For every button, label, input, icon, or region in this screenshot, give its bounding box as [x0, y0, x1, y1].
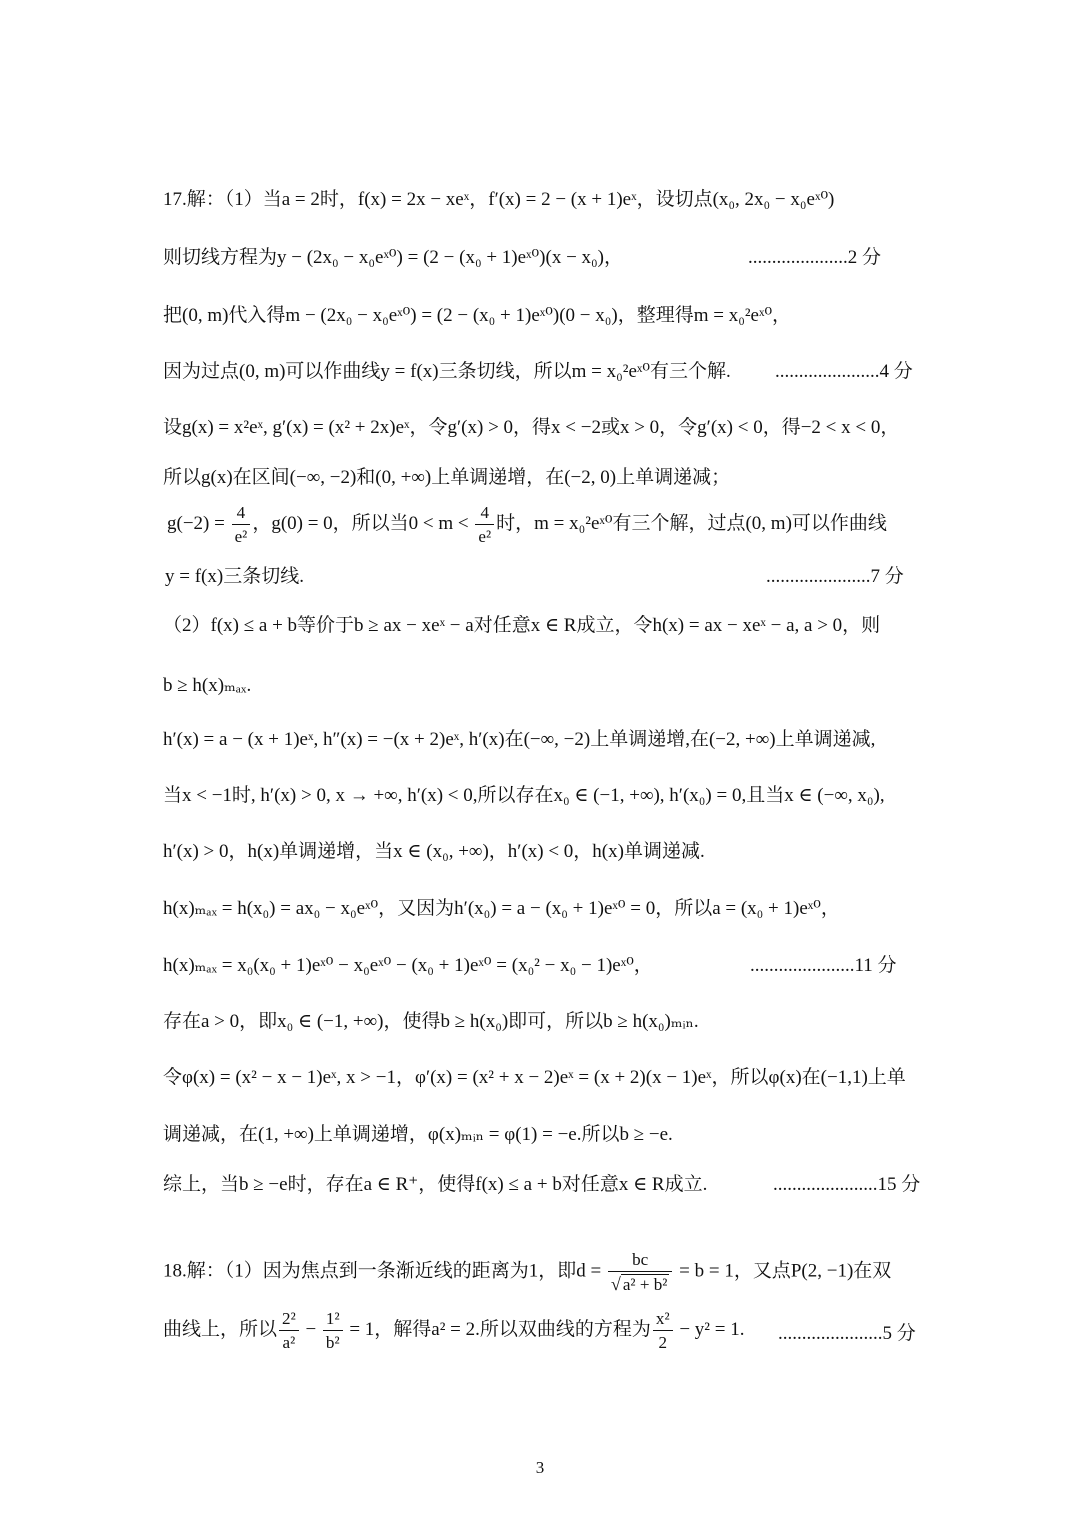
fraction-denominator: b²: [325, 1332, 340, 1352]
q18-line-2: [163, 1309, 773, 1352]
line-text: 时，m = x₀²eˣ⁰有三个解，过点(0, m)可以作曲线: [496, 513, 887, 535]
line-text: ，g(0) = 0，所以当0 < m <: [252, 513, 474, 535]
q17-line-7: [167, 503, 921, 546]
q17-line-8: [165, 565, 755, 589]
line-text: = 1，解得a² = 2.所以双曲线的方程为: [344, 1319, 651, 1341]
page-number: 3: [535, 1458, 545, 1477]
line-text: 18.解：（1）因为焦点到一条渐近线的距离为1，即d =: [163, 1260, 606, 1282]
score-mark: ......................15 分: [773, 1174, 921, 1195]
q17-line-14: [163, 897, 921, 921]
score-mark: ......................7 分: [766, 566, 904, 587]
q18-line-1: [163, 1250, 921, 1294]
line-text: 设g(x) = x²eˣ, g′(x) = (x² + 2x)eˣ，令g′(x) > 0，得x < −2或x > 0，令g′(x) < 0，得−2 < x < 0，: [163, 417, 900, 438]
line-text: g(−2) =: [167, 513, 230, 535]
line-text: h(x)ₘₐₓ = x₀(x₀ + 1)eˣ⁰ − x₀eˣ⁰ − (x₀ + 1)eˣ⁰ = (x₀² − x₀ − 1)eˣ⁰，: [163, 955, 653, 976]
q17-line-1: [163, 188, 921, 212]
q17-line-6: [163, 466, 921, 490]
fraction-denominator: a²: [282, 1332, 296, 1352]
line-text: 曲线上，所以: [163, 1319, 278, 1341]
fraction-denominator: 2: [658, 1332, 667, 1352]
line-text: 因为过点(0, m)可以作曲线y = f(x)三条切线，所以m = x₀²eˣ⁰有三个解.: [163, 361, 731, 382]
fraction: [232, 503, 251, 546]
fraction: [653, 1309, 673, 1352]
line-text: 综上，当b ≥ −e时，存在a ∈ R⁺，使得f(x) ≤ a + b对任意x ∈ R成立.: [163, 1174, 708, 1195]
score-mark: .....................2 分: [748, 247, 882, 268]
fraction-numerator: 4: [232, 503, 251, 525]
fraction-denominator: e²: [478, 526, 492, 546]
q17-line-12: [163, 784, 921, 808]
q17-line-9: [163, 614, 921, 638]
fraction-numerator: x²: [653, 1309, 673, 1331]
fraction: [323, 1309, 343, 1352]
line-text: 令φ(x) = (x² − x − 1)eˣ, x > −1，φ′(x) = (x² + x − 2)eˣ = (x + 2)(x − 1)eˣ，所以φ(x)在(−1,1)上单: [163, 1067, 906, 1088]
q17-line-19: [163, 1173, 768, 1197]
fraction-numerator: 2²: [279, 1309, 299, 1331]
score-mark: ......................4 分: [775, 361, 913, 382]
q17-line-5: [163, 416, 921, 440]
q17-line-18: [163, 1123, 921, 1147]
line-text: 当x < −1时, h′(x) > 0, x → +∞, h′(x) < 0,所以存在x₀ ∈ (−1, +∞), h′(x₀) = 0,且当x ∈ (−∞, x₀),: [163, 785, 885, 806]
radicand: a² + b²: [622, 1274, 668, 1294]
q17-line-15: [163, 954, 743, 978]
q17-line-13: [163, 840, 921, 864]
fraction: [279, 1309, 299, 1352]
line-text: h′(x) > 0，h(x)单调递增，当x ∈ (x₀, +∞)，h′(x) < 0，h(x)单调递减.: [163, 841, 705, 862]
q17-line-16: [163, 1010, 921, 1034]
fraction-denominator: [608, 1272, 672, 1295]
line-text: − y² = 1.: [674, 1319, 745, 1341]
q17-line-17: [163, 1066, 921, 1090]
radical-sign: √: [610, 1273, 621, 1294]
line-text: = b = 1，又点P(2, −1)在双: [674, 1260, 892, 1282]
line-text: y = f(x)三条切线.: [165, 566, 304, 587]
q17-line-3: [163, 304, 921, 328]
q17-line-2: [163, 246, 743, 270]
fraction-numerator: bc: [608, 1250, 672, 1272]
q17-line-11: [163, 728, 921, 752]
line-text: h′(x) = a − (x + 1)eˣ, h″(x) = −(x + 2)eˣ, h′(x)在(−∞, −2)上单调递增,在(−2, +∞)上单调递减,: [163, 729, 876, 750]
line-text: 存在a > 0，即x₀ ∈ (−1, +∞)，使得b ≥ h(x₀)即可，所以b ≥ h(x₀)ₘᵢₙ.: [163, 1011, 699, 1032]
q17-line-4: [163, 360, 770, 384]
line-text: −: [300, 1319, 321, 1341]
line-text: h(x)ₘₐₓ = h(x₀) = ax₀ − x₀eˣ⁰，又因为h′(x₀) = a − (x₀ + 1)eˣ⁰ = 0，所以a = (x₀ + 1)eˣ⁰，: [163, 898, 840, 919]
line-text: b ≥ h(x)ₘₐₓ.: [163, 675, 252, 696]
fraction: [475, 503, 494, 546]
line-text: 所以g(x)在区间(−∞, −2)和(0, +∞)上单调递增，在(−2, 0)上单调递减；: [163, 467, 731, 488]
line-text: 调递减，在(1, +∞)上单调递增，φ(x)ₘᵢₙ = φ(1) = −e.所以b ≥ −e.: [163, 1124, 673, 1145]
line-text: 把(0, m)代入得m − (2x₀ − x₀eˣ⁰) = (2 − (x₀ + 1)eˣ⁰)(0 − x₀)，整理得m = x₀²eˣ⁰，: [163, 305, 792, 326]
fraction-numerator: 4: [475, 503, 494, 525]
fraction-numerator: 1²: [323, 1309, 343, 1331]
score-mark: ......................5 分: [778, 1323, 916, 1344]
q17-line-10: [163, 674, 921, 698]
fraction: [608, 1250, 672, 1294]
line-text: 17.解：（1）当a = 2时，f(x) = 2x − xeˣ，f′(x) = 2 − (x + 1)eˣ，设切点(x₀, 2x₀ − x₀eˣ⁰): [163, 189, 835, 210]
line-text: 则切线方程为y − (2x₀ − x₀eˣ⁰) = (2 − (x₀ + 1)eˣ⁰)(x − x₀)，: [163, 247, 623, 268]
line-text: （2）f(x) ≤ a + b等价于b ≥ ax − xeˣ − a对任意x ∈ R成立，令h(x) = ax − xeˣ − a, a > 0，则: [163, 615, 881, 636]
score-mark: ......................11 分: [750, 955, 897, 976]
fraction-denominator: e²: [234, 526, 248, 546]
